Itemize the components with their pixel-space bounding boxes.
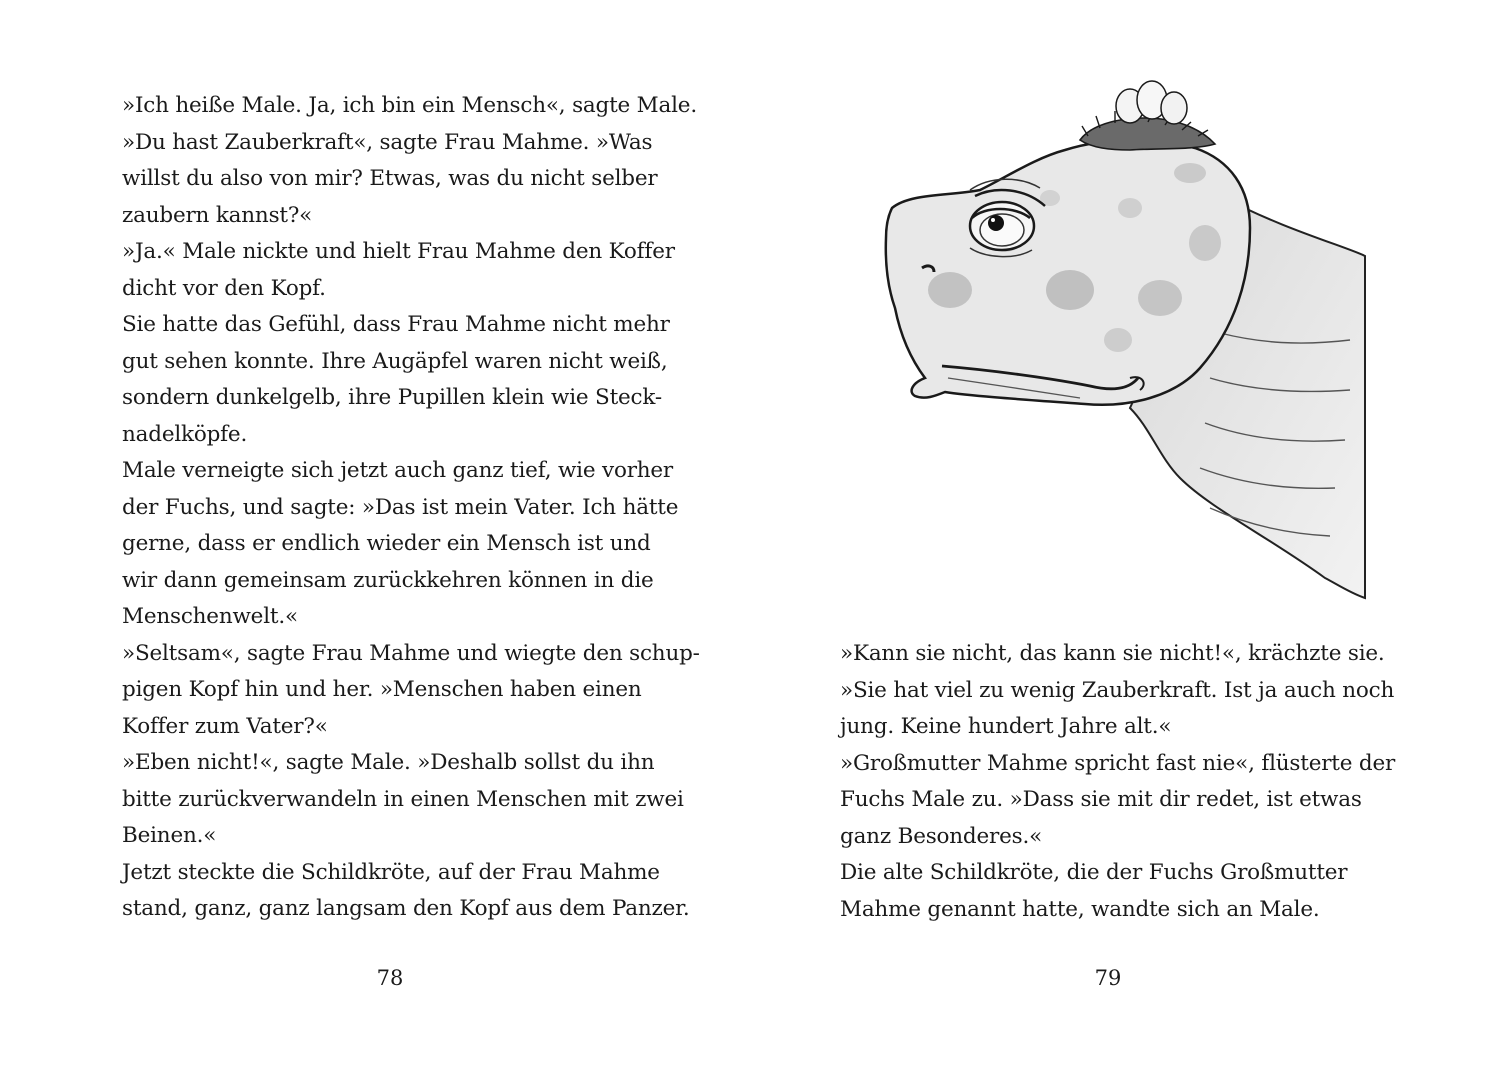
text-line: zaubern kannst?« xyxy=(122,202,313,228)
text-line: Jetzt steckte die Schildkröte, auf der Frau Mahme xyxy=(122,859,660,885)
text-line: bitte zurückverwandeln in einen Menschen mit zwei xyxy=(122,786,684,812)
text-line: stand, ganz, ganz langsam den Kopf aus dem Panzer. xyxy=(122,896,690,921)
text-line: »Eben nicht!«, sagte Male. »Deshalb sollst du ihn xyxy=(122,750,655,775)
text-line: »Ich heiße Male. Ja, ich bin ein Mensch«, sagte Male. xyxy=(122,93,697,118)
text-line: Sie hatte das Gefühl, dass Frau Mahme nicht mehr xyxy=(122,312,670,337)
text-line: Fuchs Male zu. »Dass sie mit dir redet, ist etwas xyxy=(840,787,1362,812)
page-number-right: 79 xyxy=(1094,966,1122,990)
text-line: dicht vor den Kopf. xyxy=(122,275,326,301)
page-number-left: 78 xyxy=(376,966,404,990)
text-line: Male verneigte sich jetzt auch ganz tief, wie vorher xyxy=(122,458,674,483)
text-line: »Ja.« Male nickte und hielt Frau Mahme den Koffer xyxy=(122,239,675,264)
text-line: »Du hast Zauberkraft«, sagte Frau Mahme. »Was xyxy=(122,129,653,155)
right-page-text xyxy=(840,636,1400,928)
left-page-text xyxy=(122,88,700,928)
text-line: gerne, dass er endlich wieder ein Mensch ist und xyxy=(122,531,651,556)
text-line: gut sehen konnte. Ihre Augäpfel waren nicht weiß, xyxy=(122,348,668,374)
text-line: nadelköpfe. xyxy=(122,421,248,447)
text-line: wir dann gemeinsam zurückkehren können in die xyxy=(122,567,654,593)
text-line: Koffer zum Vater?« xyxy=(122,713,328,739)
text-line: jung. Keine hundert Jahre alt.« xyxy=(840,714,1172,739)
text-line: »Seltsam«, sagte Frau Mahme und wiegte den schup- xyxy=(122,640,700,666)
text-line: ganz Besonderes.« xyxy=(840,823,1043,849)
text-line: Mahme genannt hatte, wandte sich an Male. xyxy=(840,896,1320,922)
text-line: pigen Kopf hin und her. »Menschen haben einen xyxy=(122,677,642,702)
tortoise-head-illustration xyxy=(830,78,1390,608)
text-line: »Sie hat viel zu wenig Zauberkraft. Ist ja auch noch xyxy=(840,677,1395,703)
text-line: Beinen.« xyxy=(122,823,217,848)
text-line: Die alte Schildkröte, die der Fuchs Großmutter xyxy=(840,860,1348,885)
text-line: »Großmutter Mahme spricht fast nie«, flüsterte der xyxy=(840,750,1396,776)
text-line: willst du also von mir? Etwas, was du nicht selber xyxy=(122,166,658,191)
text-line: Menschenwelt.« xyxy=(122,604,298,629)
text-line: »Kann sie nicht, das kann sie nicht!«, krächzte sie. xyxy=(840,641,1385,666)
text-line: der Fuchs, und sagte: »Das ist mein Vater. Ich hätte xyxy=(122,494,679,520)
right-page xyxy=(750,0,1500,1086)
text-line: sondern dunkelgelb, ihre Pupillen klein wie Steck- xyxy=(122,385,662,410)
